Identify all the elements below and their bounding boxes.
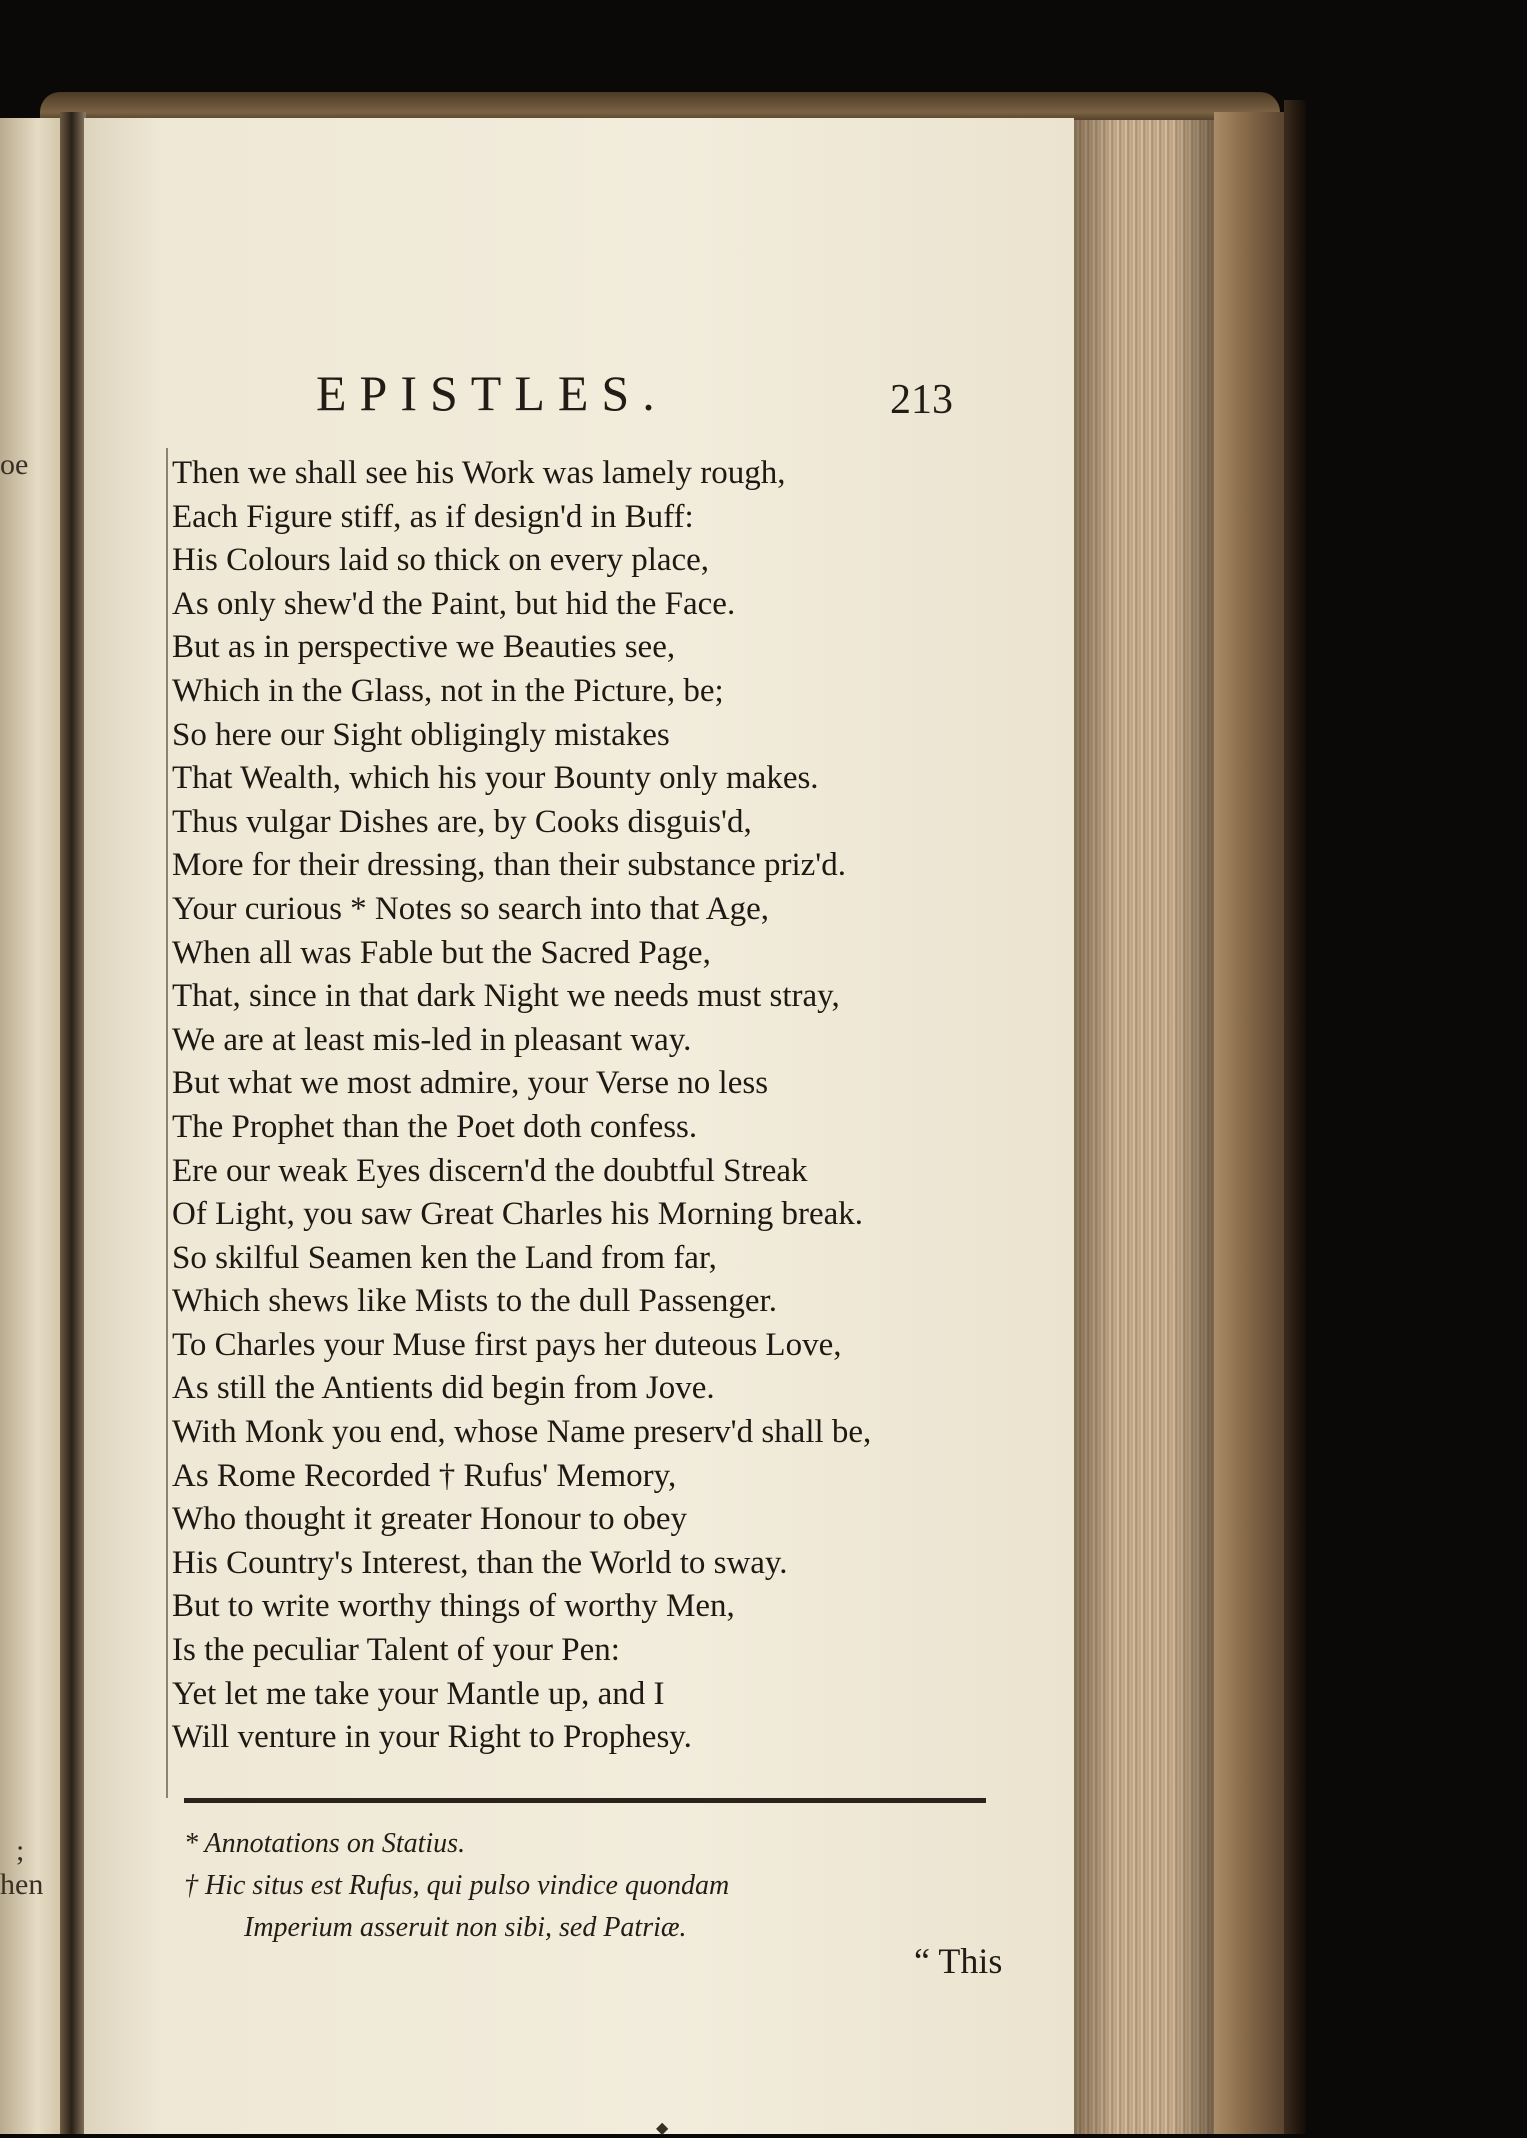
verse-line: Which shews like Mists to the dull Passenger. (172, 1283, 777, 1320)
gutter (60, 112, 86, 2134)
book-cover-board (1214, 112, 1284, 2134)
verse-line: Will venture in your Right to Prophesy. (172, 1719, 692, 1756)
verse-line: Ere our weak Eyes discern'd the doubtful Streak (172, 1152, 808, 1189)
footnote: † Hic situs est Rufus, qui pulso vindice quondam (184, 1870, 730, 1901)
verse-line: Each Figure stiff, as if design'd in Buff: (172, 498, 694, 535)
verse-line: Yet let me take your Mantle up, and I (172, 1675, 665, 1712)
footnote-continuation: Imperium asseruit non sibi, sed Patriæ. (244, 1912, 687, 1943)
facing-page-fragment: oe (0, 448, 29, 481)
verse-line: Who thought it greater Honour to obey (172, 1501, 688, 1538)
verse-line: Which in the Glass, not in the Picture, be; (172, 672, 724, 709)
catchword: “ This (914, 1941, 1003, 1981)
page-mark: ◆ (656, 2120, 669, 2137)
verse-line: Thus vulgar Dishes are, by Cooks disguis'd, (172, 803, 752, 840)
book-page (84, 118, 1074, 2137)
verse-line: Is the peculiar Talent of your Pen: (172, 1632, 620, 1669)
verse-line: More for their dressing, than their substance priz'd. (172, 847, 847, 884)
verse-line: His Colours laid so thick on every place, (172, 542, 710, 579)
facing-page-fragment: ; (16, 1834, 25, 1867)
verse-line: That Wealth, which his your Bounty only makes. (172, 760, 819, 797)
footnote-rule (184, 1798, 986, 1803)
verse-line: That, since in that dark Night we needs must stray, (172, 978, 840, 1015)
page-number: 213 (890, 377, 953, 423)
facing-page-fragment: hen (0, 1868, 44, 1901)
verse-line: But to write worthy things of worthy Men, (172, 1588, 735, 1625)
running-head: EPISTLES. (316, 365, 668, 421)
verse-line: As Rome Recorded † Rufus' Memory, (172, 1457, 677, 1494)
verse-line: As only shew'd the Paint, but hid the Face. (172, 585, 736, 622)
page-edges-shading (1074, 120, 1214, 2134)
text-margin-line (166, 448, 168, 1798)
verse-line: To Charles your Muse first pays her duteous Love, (172, 1326, 842, 1363)
verse-line: As still the Antients did begin from Jove. (172, 1370, 715, 1407)
verse-block (172, 452, 1052, 1760)
verse-line: But what we most admire, your Verse no less (172, 1065, 769, 1102)
footnote: * Annotations on Statius. (184, 1828, 466, 1859)
verse-line: But as in perspective we Beauties see, (172, 629, 676, 666)
verse-line: Of Light, you saw Great Charles his Morning break. (172, 1196, 864, 1233)
verse-line: So skilful Seamen ken the Land from far, (172, 1239, 717, 1276)
facing-page (0, 118, 68, 2134)
book-cover-edge (1284, 100, 1306, 2134)
verse-line: The Prophet than the Poet doth confess. (172, 1108, 698, 1145)
verse-line: Then we shall see his Work was lamely rough, (172, 455, 786, 491)
verse-line: With Monk you end, whose Name preserv'd shall be, (172, 1414, 872, 1451)
verse-line: So here our Sight obligingly mistakes (172, 716, 670, 753)
verse-line: We are at least mis-led in pleasant way. (172, 1021, 692, 1058)
verse-line: Your curious * Notes so search into that Age, (172, 890, 769, 927)
verse-line: His Country's Interest, than the World to sway. (172, 1544, 788, 1581)
verse-line: When all was Fable but the Sacred Page, (172, 934, 711, 971)
